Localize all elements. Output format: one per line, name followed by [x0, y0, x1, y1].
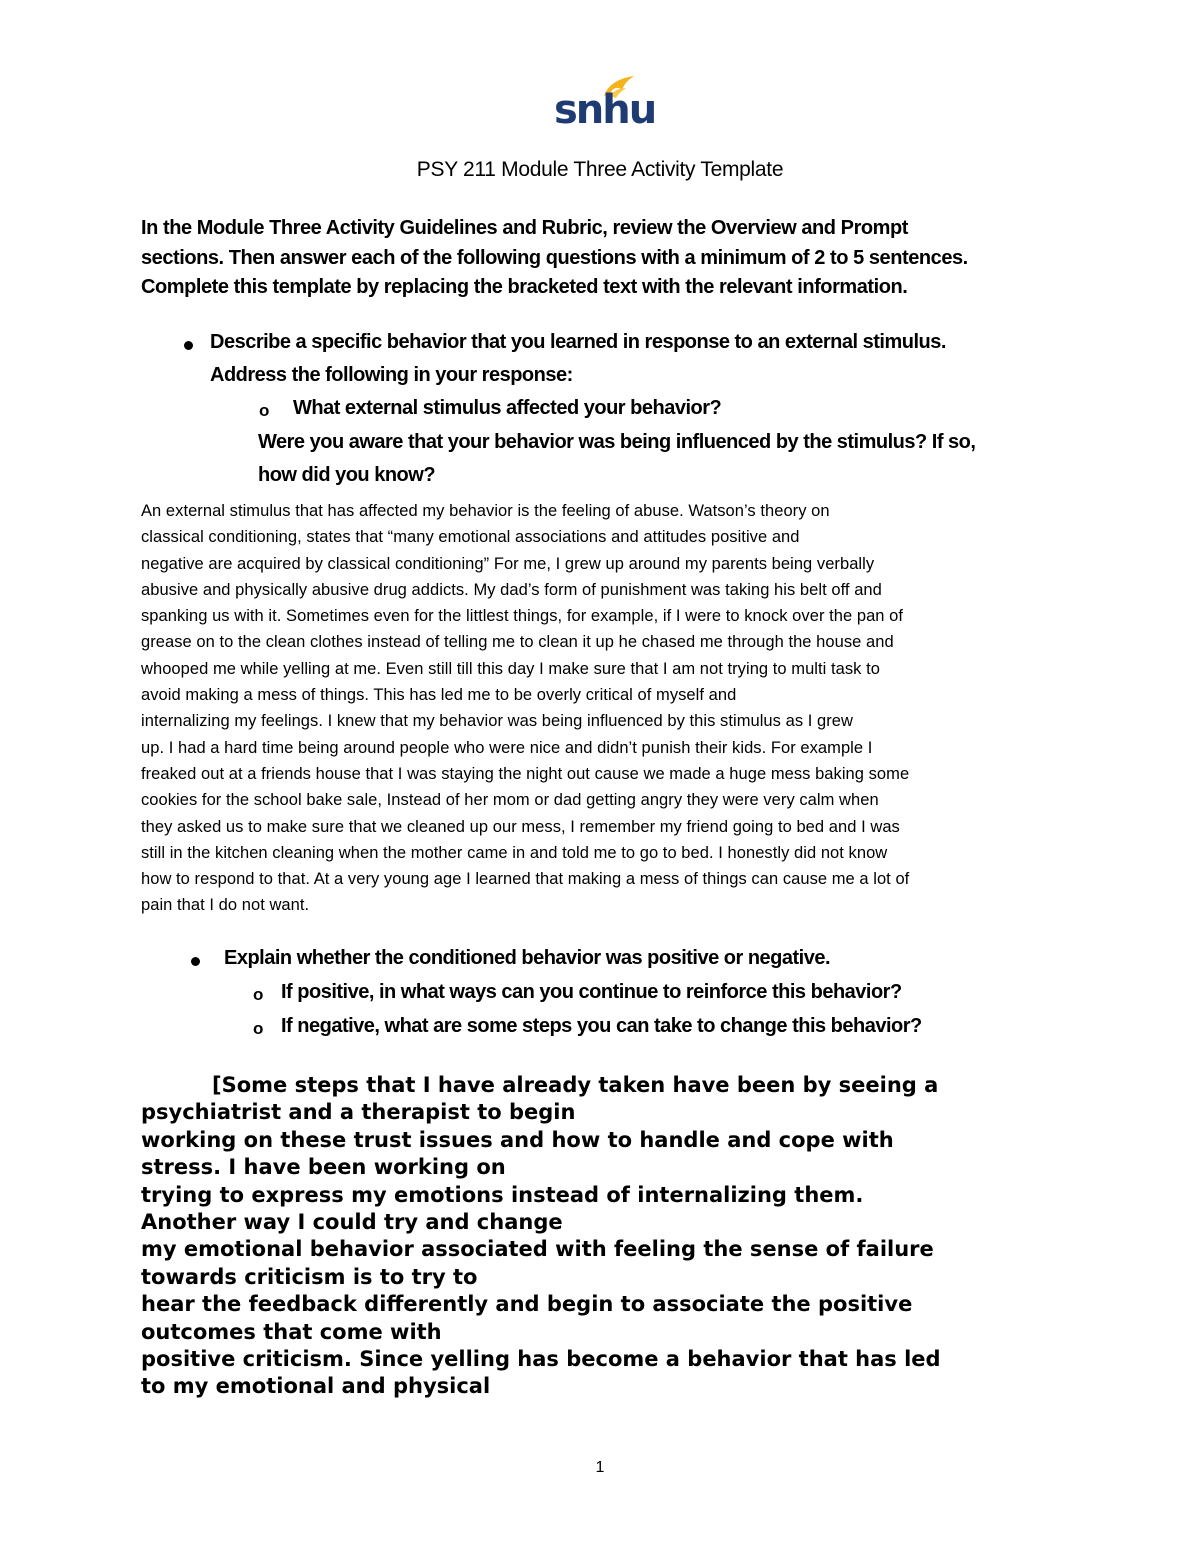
- question2-sub2: If negative, what are some steps you can take to change this behavior?: [281, 1015, 922, 1037]
- answer2-line: psychiatrist and a therapist to begin: [141, 1100, 576, 1125]
- instructions-line: In the Module Three Activity Guidelines and Rubric, review the Overview and Prompt: [141, 217, 908, 239]
- answer1-paragraph: [141, 498, 1071, 919]
- answer2-line: towards criticism is to try to: [141, 1264, 478, 1289]
- answer2-line: to my emotional and physical: [141, 1374, 491, 1399]
- sub-bullet-icon: o: [259, 401, 270, 420]
- question1-sub1: What external stimulus affected your behavior?: [293, 397, 722, 419]
- logo-wordmark: snhu: [554, 87, 656, 133]
- answer1-line: abusive and physically abusive drug addicts. My dad’s form of punishment was taking his belt off and: [141, 580, 882, 599]
- bullet-icon: [184, 341, 193, 350]
- sub-bullet-icon: o: [253, 985, 264, 1004]
- instructions-paragraph: [141, 214, 1061, 303]
- answer2-line: my emotional behavior associated with feeling the sense of failure: [141, 1237, 934, 1262]
- answer2-line: [Some steps that I have already taken have been by seeing a: [212, 1073, 939, 1097]
- question1-prompt-line2: Address the following in your response:: [210, 364, 573, 386]
- answer2-line: Another way I could try and change: [141, 1210, 563, 1235]
- answer1-line: still in the kitchen cleaning when the mother came in and told me to go to bed. I honestly did not know: [141, 843, 888, 862]
- answer1-line: classical conditioning, states that “many emotional associations and attitudes positive and: [141, 528, 800, 547]
- answer1-line: internalizing my feelings. I knew that my behavior was being influenced by this stimulus as I grew: [141, 712, 853, 731]
- answer1-line: pain that I do not want.: [141, 896, 310, 915]
- instructions-line: Complete this template by replacing the bracketed text with the relevant information.: [141, 276, 908, 298]
- answer1-line: grease on to the clean clothes instead of telling me to clean it up he chased me through the house and: [141, 633, 894, 652]
- answer1-line: spanking us with it. Sometimes even for the littlest things, for example, if I were to knock over the pan of: [141, 607, 904, 626]
- answer2-line: trying to express my emotions instead of internalizing them.: [141, 1182, 864, 1207]
- answer1-line: how to respond to that. At a very young age I learned that making a mess of things can cause me a lot of: [141, 870, 910, 889]
- answer2-line: positive criticism. Since yelling has become a behavior that has led: [141, 1347, 941, 1372]
- answer2-line: hear the feedback differently and begin to associate the positive: [141, 1292, 913, 1317]
- answer1-line: negative are acquired by classical conditioning” For me, I grew up around my parents being verbally: [141, 554, 875, 573]
- answer2-line: outcomes that come with: [141, 1319, 442, 1344]
- question1-prompt-line1: Describe a specific behavior that you learned in response to an external stimulus.: [210, 331, 946, 353]
- document-title: PSY 211 Module Three Activity Template: [416, 158, 784, 181]
- answer2-line: working on these trust issues and how to handle and cope with: [141, 1127, 894, 1152]
- answer1-line: whooped me while yelling at me. Even still till this day I make sure that I am not trying to multi task to: [141, 659, 880, 678]
- snhu-logo: [554, 74, 656, 134]
- answer1-line: they asked us to make sure that we cleaned up our mess, I remember my friend going to bed and I was: [141, 817, 900, 836]
- sub-bullet-icon: o: [253, 1019, 264, 1038]
- instructions-line: sections. Then answer each of the following questions with a minimum of 2 to 5 sentences.: [141, 246, 968, 269]
- answer2-line: stress. I have been working on: [141, 1155, 506, 1180]
- answer1-line: cookies for the school bake sale, Instead of her mom or dad getting angry they were very calm when: [141, 791, 879, 810]
- answer2-paragraph: [141, 1072, 1061, 1401]
- page-number: 1: [595, 1459, 605, 1476]
- question1-sub2-line2: how did you know?: [258, 464, 436, 486]
- answer1-line: avoid making a mess of things. This has led me to be overly critical of myself and: [141, 686, 737, 705]
- answer1-line: up. I had a hard time being around people who were nice and didn’t punish their kids. For example I: [141, 738, 873, 757]
- question2-sub1: If positive, in what ways can you continue to reinforce this behavior?: [281, 981, 902, 1003]
- bullet-icon: [191, 957, 200, 966]
- answer1-line: freaked out at a friends house that I was staying the night out cause we made a huge mess baking some: [141, 764, 910, 783]
- question1-sub2-line1: Were you aware that your behavior was being influenced by the stimulus? If so,: [258, 431, 976, 453]
- answer1-line: An external stimulus that has affected my behavior is the feeling of abuse. Watson’s theory on: [141, 502, 830, 520]
- question2-prompt: Explain whether the conditioned behavior was positive or negative.: [224, 947, 831, 969]
